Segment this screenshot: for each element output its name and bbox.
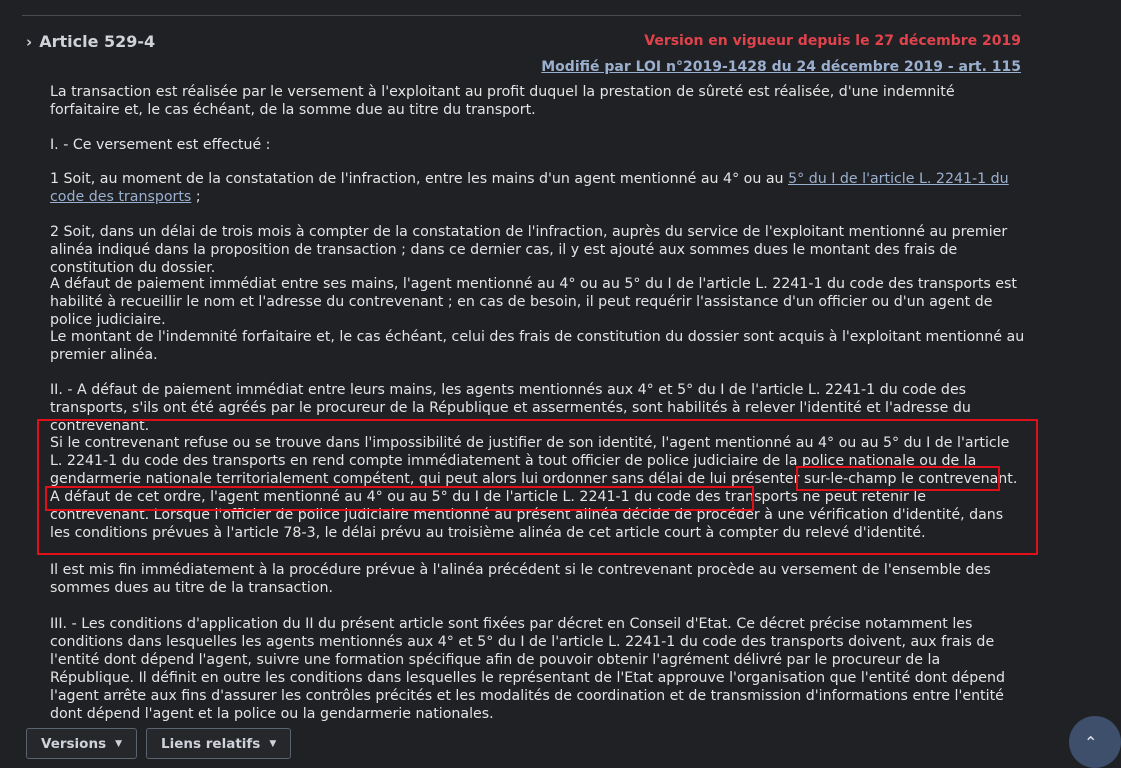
article-title[interactable]: [26, 32, 155, 51]
paragraph-8-part-2: A défaut de cet ordre, l'agent mentionné au 4° ou au 5° du I de l'article L. 2241-1 du code des transports ne peut retenir le contrevenant.: [50, 489, 927, 523]
paragraph-10: III. - Les conditions d'application du II du présent article sont fixées par décret en Conseil d'Etat. Ce décret précise notamment les conditions dans lesquelles les agents mentionnés aux 4° et 5° du I de l'article L. 2241-1 du code des transports doivent, aux frais de l'entité dont dépend l'agent, suivre une formation spécifique afin de pouvoir obtenir l'agrément délivré par le procureur de la République. Il définit en outre les conditions dans lesquelles le représentant de l'Etat approuve l'organisation que l'entité dont dépend l'agent arrête aux fins d'assurer les contrôles précités et les modalités de coordination et de transmission d'informations entre l'entité dont dépend l'agent et la police ou la gendarmerie nationales.: [50, 616, 1005, 722]
paragraph-9: Il est mis fin immédiatement à la procédure prévue à l'alinéa précédent si le contrevenant procède au versement de l'ensemble des sommes dues au titre de la transaction.: [50, 562, 991, 596]
article-title-text: Article 529-4: [39, 32, 156, 51]
paragraph-3-text: 1 Soit, au moment de la constatation de l'infraction, entre les mains d'un agent mentionné au 4° ou au: [50, 171, 789, 187]
footer-toolbar: [26, 728, 291, 759]
modified-by-link[interactable]: Modifié par LOI n°2019-1428 du 24 décembre 2019 - art. 115: [541, 59, 1021, 75]
paragraph-8-part-1: Si le contrevenant refuse ou se trouve dans l'impossibilité de justifier de son identité, l'agent mentionné au 4° ou au 5° du I de l'article L. 2241-1 du code des transports en rend compte immédiatement à tout officier de police judiciaire de la police nationale ou de la gendarmerie nationale territorialement compétent, qui peut alors lui ordonner sans délai de lui présenter sur-le-champ le contrevenant.: [50, 435, 1018, 487]
chevron-down-icon: ▼: [269, 738, 277, 749]
paragraph-6: Le montant de l'indemnité forfaitaire et, le cas échéant, celui des frais de constitution du dossier sont acquis à l'exploitant mentionné au premier alinéa.: [50, 329, 1025, 363]
top-divider: [22, 15, 1021, 16]
paragraph-1: La transaction est réalisée par le versement à l'exploitant au profit duquel la prestation de sûreté est réalisée, d'une indemnité forfaitaire et, le cas échéant, de la somme due au titre du transport.: [50, 84, 955, 118]
chevron-right-icon: ›: [26, 32, 33, 51]
paragraph-5: A défaut de paiement immédiat entre ses mains, l'agent mentionné au 4° ou au 5° du I de l'article L. 2241-1 du code des transports est habilité à recueillir le nom et l'adresse du contrevenant ; en cas de besoin, il peut requérir l'assistance d'un officier ou d'un agent de police judiciaire.: [50, 276, 1017, 328]
paragraph-7: II. - A défaut de paiement immédiat entre leurs mains, les agents mentionnés aux 4° et 5° du I de l'article L. 2241-1 du code des transports, s'ils ont été agréés par le procureur de la République et assermentés, sont habilités à relever l'identité et l'adresse du contrevenant.: [50, 382, 971, 434]
article-l2241-1-link[interactable]: 5° du I de l'article L. 2241-1 du code des transports: [50, 171, 1009, 205]
paragraph-8-part-3: Lorsque l'officier de police judiciaire mentionné au présent alinéa décide de procéder à une vérification d'identité, dans les conditions prévues à l'article 78-3, le délai prévu au troisième alinéa de cet article court à compter du relevé d'identité.: [50, 507, 1004, 541]
paragraph-8: [50, 434, 1026, 542]
chevron-down-icon: ▼: [115, 738, 123, 749]
paragraph-2: I. - Ce versement est effectué :: [50, 137, 271, 153]
scroll-to-top-button[interactable]: [1069, 716, 1121, 768]
paragraph-3-suffix: ;: [191, 189, 201, 205]
paragraph-4: 2 Soit, dans un délai de trois mois à compter de la constatation de l'infraction, auprès du service de l'exploitant mentionné au premier alinéa indiqué dans la proposition de transaction ; dans ce dernier cas, il y est ajouté aux sommes dues le montant des frais de constitution du dossier.: [50, 224, 1008, 276]
arrow-up-icon: ⌃: [1084, 732, 1098, 752]
article-header: [26, 32, 1021, 78]
versions-dropdown-button[interactable]: [26, 728, 137, 759]
liens-relatifs-dropdown-button[interactable]: [146, 728, 291, 759]
versions-label: Versions: [41, 735, 107, 752]
liens-relatifs-label: Liens relatifs: [161, 735, 261, 752]
version-status: Version en vigueur depuis le 27 décembre 2019: [644, 33, 1021, 49]
paragraph-3: [50, 170, 1026, 206]
